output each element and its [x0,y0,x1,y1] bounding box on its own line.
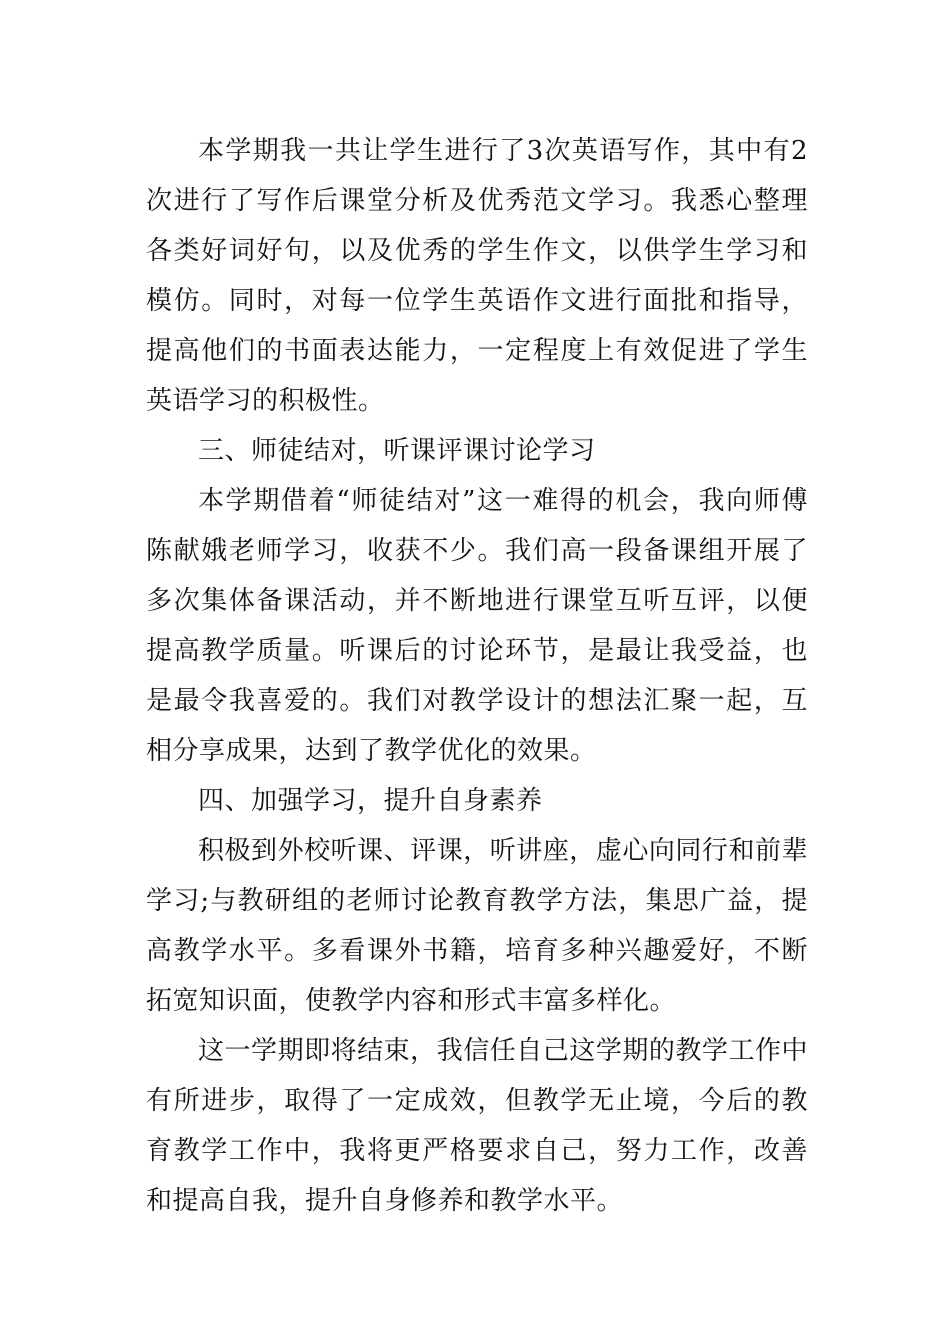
paragraph-mentorship: 本学期借着“师徒结对”这一难得的机会，我向师傅陈献娥老师学习，收获不少。我们高一段备课组开展了多次集体备课活动，并不断地进行课堂互听互评，以便提高教学质量。听课后的讨论环节，是最让我受益，也是最令我喜爱的。我们对教学设计的想法汇聚一起，互相分享成果，达到了教学优化的效果。 [146,486,808,766]
paragraph-study: 积极到外校听课、评课，听讲座，虚心向同行和前辈学习;与教研组的老师讨论教育教学方法，集思广益，提高教学水平。多看课外书籍，培育多种兴趣爱好，不断拓宽知识面，使教学内容和形式丰富多样化。 [146,836,808,1016]
section-heading-mentorship: 三、师徒结对，听课评课讨论学习 [198,436,596,466]
section-heading-study: 四、加强学习，提升自身素养 [198,786,543,816]
document-body [146,126,808,1226]
paragraph-writing: 本学期我一共让学生进行了3次英语写作，其中有2次进行了写作后课堂分析及优秀范文学习。我悉心整理各类好词好句，以及优秀的学生作文，以供学生学习和模仿。同时，对每一位学生英语作文进行面批和指导，提高他们的书面表达能力，一定程度上有效促进了学生英语学习的积极性。 [146,136,808,416]
paragraph-conclusion: 这一学期即将结束，我信任自己这学期的教学工作中有所进步，取得了一定成效，但教学无止境，今后的教育教学工作中，我将更严格要求自己，努力工作，改善和提高自我，提升自身修养和教学水平。 [146,1036,808,1216]
